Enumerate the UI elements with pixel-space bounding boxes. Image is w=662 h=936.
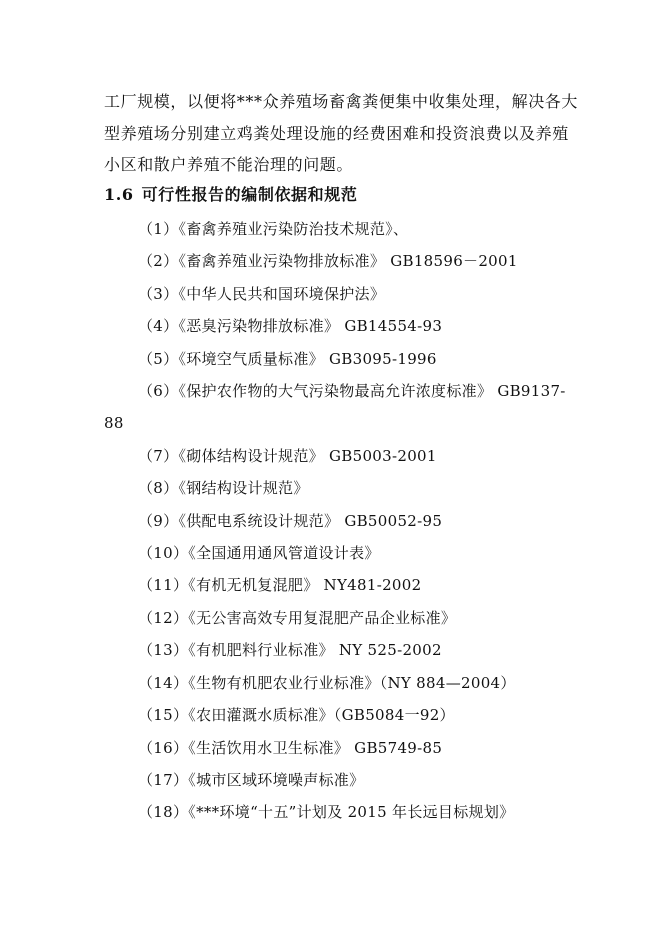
- reference-text: （11）《有机无机复混肥》 NY481-2002: [138, 576, 422, 595]
- reference-text: （12）《无公害高效专用复混肥产品企业标准》: [138, 608, 457, 627]
- reference-text: （16）《生活饮用水卫生标准》 GB5749-85: [138, 738, 443, 757]
- intro-paragraph: [104, 86, 582, 181]
- reference-item: [104, 667, 584, 699]
- reference-item: [104, 602, 584, 634]
- intro-line: 小区和散户养殖不能治理的问题。: [104, 155, 354, 174]
- section-number: 1.6: [104, 185, 134, 204]
- reference-text: （6）《保护农作物的大气污染物最高允许浓度标准》 GB9137-: [138, 382, 566, 401]
- reference-item: [104, 505, 584, 537]
- reference-text: （5）《环境空气质量标准》 GB3095-1996: [138, 349, 437, 368]
- reference-item: [104, 796, 584, 828]
- reference-text: （18）《***环境“十五”计划及 2015 年长远目标规划》: [138, 803, 515, 822]
- intro-line: 工厂规模，以便将***众养殖场畜禽粪便集中收集处理，解决各大: [104, 92, 579, 111]
- reference-text: （7）《砌体结构设计规范》 GB5003-2001: [138, 446, 437, 465]
- reference-text: （4）《恶臭污染物排放标准》 GB14554-93: [138, 317, 443, 336]
- reference-item: [104, 634, 584, 666]
- section-heading: [104, 182, 357, 205]
- reference-item: [104, 245, 584, 277]
- reference-text: （8）《钢结构设计规范》: [138, 479, 309, 498]
- reference-text: （13）《有机肥料行业标准》 NY 525-2002: [138, 641, 442, 660]
- reference-item: [104, 310, 584, 342]
- reference-item: [104, 375, 584, 440]
- reference-item: [104, 213, 584, 245]
- reference-list: [104, 213, 584, 829]
- reference-text: （9）《供配电系统设计规范》 GB50052-95: [138, 511, 443, 530]
- reference-item: [104, 569, 584, 601]
- reference-item: [104, 699, 584, 731]
- reference-text: （3）《中华人民共和国环境保护法》: [138, 284, 386, 303]
- reference-item: [104, 440, 584, 472]
- reference-item: [104, 472, 584, 504]
- reference-item: [104, 278, 584, 310]
- reference-item: [104, 343, 584, 375]
- reference-text: （1）《畜禽养殖业污染防治技术规范》、: [138, 220, 409, 238]
- reference-text: （17）《城市区域环境噪声标准》: [138, 770, 365, 789]
- reference-text: （2）《畜禽养殖业污染物排放标准》 GB18596－2001: [138, 252, 518, 271]
- reference-text: （10）《全国通用通风管道设计表》: [138, 544, 380, 563]
- reference-continuation: 88: [104, 414, 124, 433]
- reference-item: [104, 732, 584, 764]
- reference-item: [104, 537, 584, 569]
- reference-text: （15）《农田灌溉水质标准》（GB5084一92）: [138, 706, 455, 725]
- reference-item: [104, 764, 584, 796]
- section-title: 可行性报告的编制依据和规范: [141, 185, 358, 204]
- intro-line: 型养殖场分别建立鸡粪处理设施的经费困难和投资浪费以及养殖: [104, 123, 569, 143]
- reference-text: （14）《生物有机肥农业行业标准》（NY 884—2004）: [138, 673, 516, 692]
